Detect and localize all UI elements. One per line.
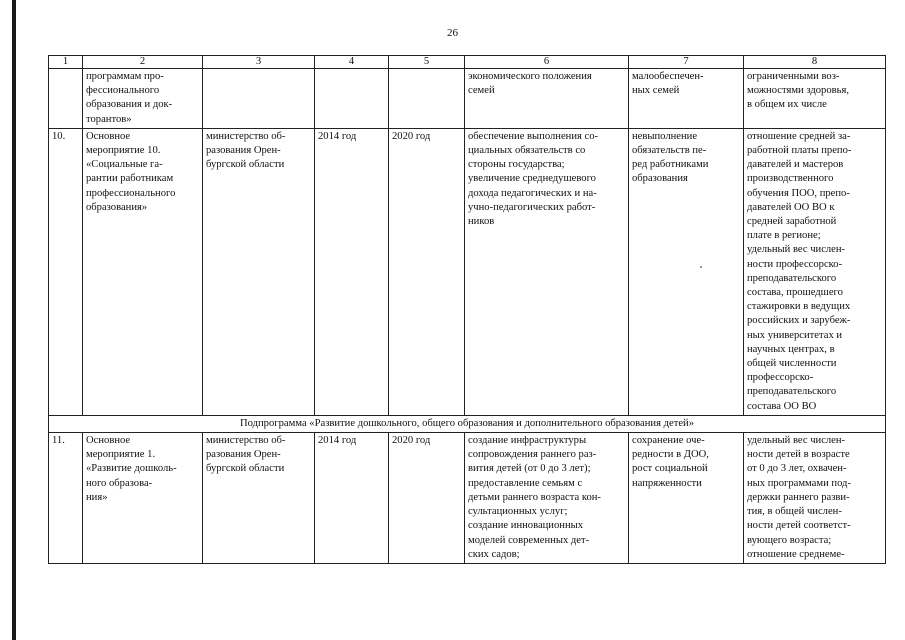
cell-name <box>83 433 203 564</box>
cell-name <box>83 128 203 415</box>
cell-text-line: ников <box>468 216 495 228</box>
cell-name <box>83 69 203 129</box>
cell-text-line: фессионального <box>86 85 160 97</box>
cell-text-line: разования Орен- <box>206 449 281 461</box>
plan-table <box>48 55 886 564</box>
cell-executor <box>203 69 315 129</box>
cell-end: 2020 год <box>389 128 465 415</box>
header-cell: 5 <box>389 56 465 69</box>
header-cell: 3 <box>203 56 315 69</box>
cell-text-line: производственного <box>747 173 834 185</box>
header-row <box>49 56 886 69</box>
cell-text-line: малообеспечен- <box>632 71 704 82</box>
cell-text-line: напряженности <box>632 477 702 489</box>
cell-text-line: ности профессорско- <box>747 258 843 270</box>
cell-indicators <box>744 128 886 415</box>
cell-text-line: моделей современных дет- <box>468 534 590 546</box>
cell-text-line: работной платы препо- <box>747 145 852 157</box>
cell-text-line: состава ОО ВО <box>747 400 817 412</box>
cell-text-line: преподавательского <box>747 386 837 398</box>
cell-text-line: программам про- <box>86 71 164 82</box>
cell-text-line: «Социальные га- <box>86 159 163 171</box>
cell-executor <box>203 128 315 415</box>
cell-text-line: ного образова- <box>86 477 153 489</box>
cell-text-line: учно-педагогических работ- <box>468 201 596 213</box>
cell-text-line: мероприятие 1. <box>86 449 156 461</box>
cell-result <box>465 69 629 129</box>
cell-indicators <box>744 69 886 129</box>
cell-text-line: создание инновационных <box>468 520 584 532</box>
cell-text-line: министерство об- <box>206 130 286 142</box>
cell-text-line: профессорско- <box>747 372 814 384</box>
cell-text-line: ных программами под- <box>747 477 851 489</box>
table-row-11 <box>49 433 886 564</box>
cell-text-line: вития детей (от 0 до 3 лет); <box>468 463 591 475</box>
cell-text-line: в общем их числе <box>747 99 827 111</box>
cell-text-line: разования Орен- <box>206 145 281 157</box>
cell-text-line: Основное <box>86 435 131 447</box>
cell-text-line: министерство об- <box>206 435 286 447</box>
scan-speck <box>700 266 702 268</box>
table-row-10 <box>49 128 886 415</box>
cell-text-line: плате в регионе; <box>747 230 821 242</box>
cell-consequences <box>629 433 744 564</box>
cell-text-line: невыполнение <box>632 130 698 142</box>
cell-text-line: отношение среднеме- <box>747 548 845 560</box>
cell-consequences <box>629 128 744 415</box>
cell-text-line: держки раннего разви- <box>747 491 850 503</box>
cell-text-line: ных семей <box>632 85 680 97</box>
subprogram-row <box>49 415 886 432</box>
cell-text-line: вующего возраста; <box>747 534 832 546</box>
scan-edge-bar <box>12 0 16 640</box>
cell-text-line: дохода педагогических и на- <box>468 187 597 199</box>
cell-text-line: сохранение оче- <box>632 435 705 447</box>
cell-text-line: предоставление семьям с <box>468 477 583 489</box>
cell-text-line: давателей ОО ВО к <box>747 201 835 213</box>
cell-text-line: удельный вес числен- <box>747 435 846 447</box>
cell-text-line: ограниченными воз- <box>747 71 840 82</box>
header-cell: 6 <box>465 56 629 69</box>
cell-text-line: отношение средней за- <box>747 130 851 142</box>
header-cell: 1 <box>49 56 83 69</box>
cell-text-line: российских и зарубеж- <box>747 315 851 327</box>
cell-text-line: бургской области <box>206 463 285 475</box>
cell-text-line: ности детей соответст- <box>747 520 851 532</box>
cell-text-line: сопровождения раннего раз- <box>468 449 597 461</box>
cell-start <box>315 69 389 129</box>
cell-text-line: торантов» <box>86 113 132 125</box>
cell-indicators <box>744 433 886 564</box>
cell-text-line: общей численности <box>747 358 837 370</box>
cell-text-line: рост социальной <box>632 463 708 475</box>
cell-text-line: от 0 до 3 лет, охвачен- <box>747 463 847 475</box>
cell-text-line: рантии работникам <box>86 173 174 185</box>
cell-text-line: экономического положения <box>468 71 592 82</box>
cell-text-line: ных университетах и <box>747 329 843 341</box>
cell-text-line: можностями здоровья, <box>747 85 850 97</box>
cell-text-line: ред работниками <box>632 159 709 171</box>
cell-result <box>465 433 629 564</box>
cell-text-line: увеличение среднедушевого <box>468 173 596 185</box>
cell-text-line: обучения ПОО, препо- <box>747 187 850 199</box>
cell-end: 2020 год <box>389 433 465 564</box>
subprogram-title: Подпрограмма «Развитие дошкольного, общего образования и дополнительного образования детей» <box>49 415 886 432</box>
cell-text-line: стороны государства; <box>468 159 565 171</box>
page-number: 26 <box>447 27 458 39</box>
cell-number: 10. <box>49 128 83 415</box>
cell-text-line: тия, в общей числен- <box>747 506 842 518</box>
cell-number <box>49 69 83 129</box>
cell-result <box>465 128 629 415</box>
cell-text-line: стажировки в ведущих <box>747 301 851 313</box>
cell-text-line: обеспечение выполнения со- <box>468 130 599 142</box>
header-cell: 8 <box>744 56 886 69</box>
cell-text-line: давателей и мастеров <box>747 159 844 171</box>
cell-text-line: научных центрах, в <box>747 343 835 355</box>
cell-end <box>389 69 465 129</box>
cell-text-line: семей <box>468 85 495 97</box>
cell-text-line: создание инфраструктуры <box>468 435 587 447</box>
cell-text-line: удельный вес числен- <box>747 244 846 256</box>
cell-text-line: бургской области <box>206 159 285 171</box>
cell-text-line: детьми раннего возраста кон- <box>468 491 601 503</box>
cell-text-line: ния» <box>86 491 108 503</box>
cell-start: 2014 год <box>315 433 389 564</box>
header-cell: 4 <box>315 56 389 69</box>
cell-text-line: редности в ДОО, <box>632 449 709 461</box>
cell-executor <box>203 433 315 564</box>
cell-text-line: обязательств пе- <box>632 145 707 157</box>
cell-consequences <box>629 69 744 129</box>
cell-text-line: образования» <box>86 201 148 213</box>
cell-text-line: образования <box>632 173 688 185</box>
header-cell: 2 <box>83 56 203 69</box>
cell-text-line: циальных обязательств со <box>468 145 586 157</box>
header-cell: 7 <box>629 56 744 69</box>
cell-text-line: профессионального <box>86 187 176 199</box>
cell-text-line: образования и док- <box>86 99 173 111</box>
cell-text-line: средней заработной <box>747 216 837 228</box>
table-row-continuation <box>49 69 886 129</box>
cell-text-line: мероприятие 10. <box>86 145 161 157</box>
cell-text-line: ности детей в возрасте <box>747 449 850 461</box>
cell-number: 11. <box>49 433 83 564</box>
cell-text-line: ских садов; <box>468 548 520 560</box>
cell-text-line: состава, прошедшего <box>747 287 843 299</box>
cell-text-line: Основное <box>86 130 131 142</box>
cell-text-line: «Развитие дошколь- <box>86 463 177 475</box>
cell-start: 2014 год <box>315 128 389 415</box>
cell-text-line: сультационных услуг; <box>468 506 568 518</box>
cell-text-line: преподавательского <box>747 272 837 284</box>
